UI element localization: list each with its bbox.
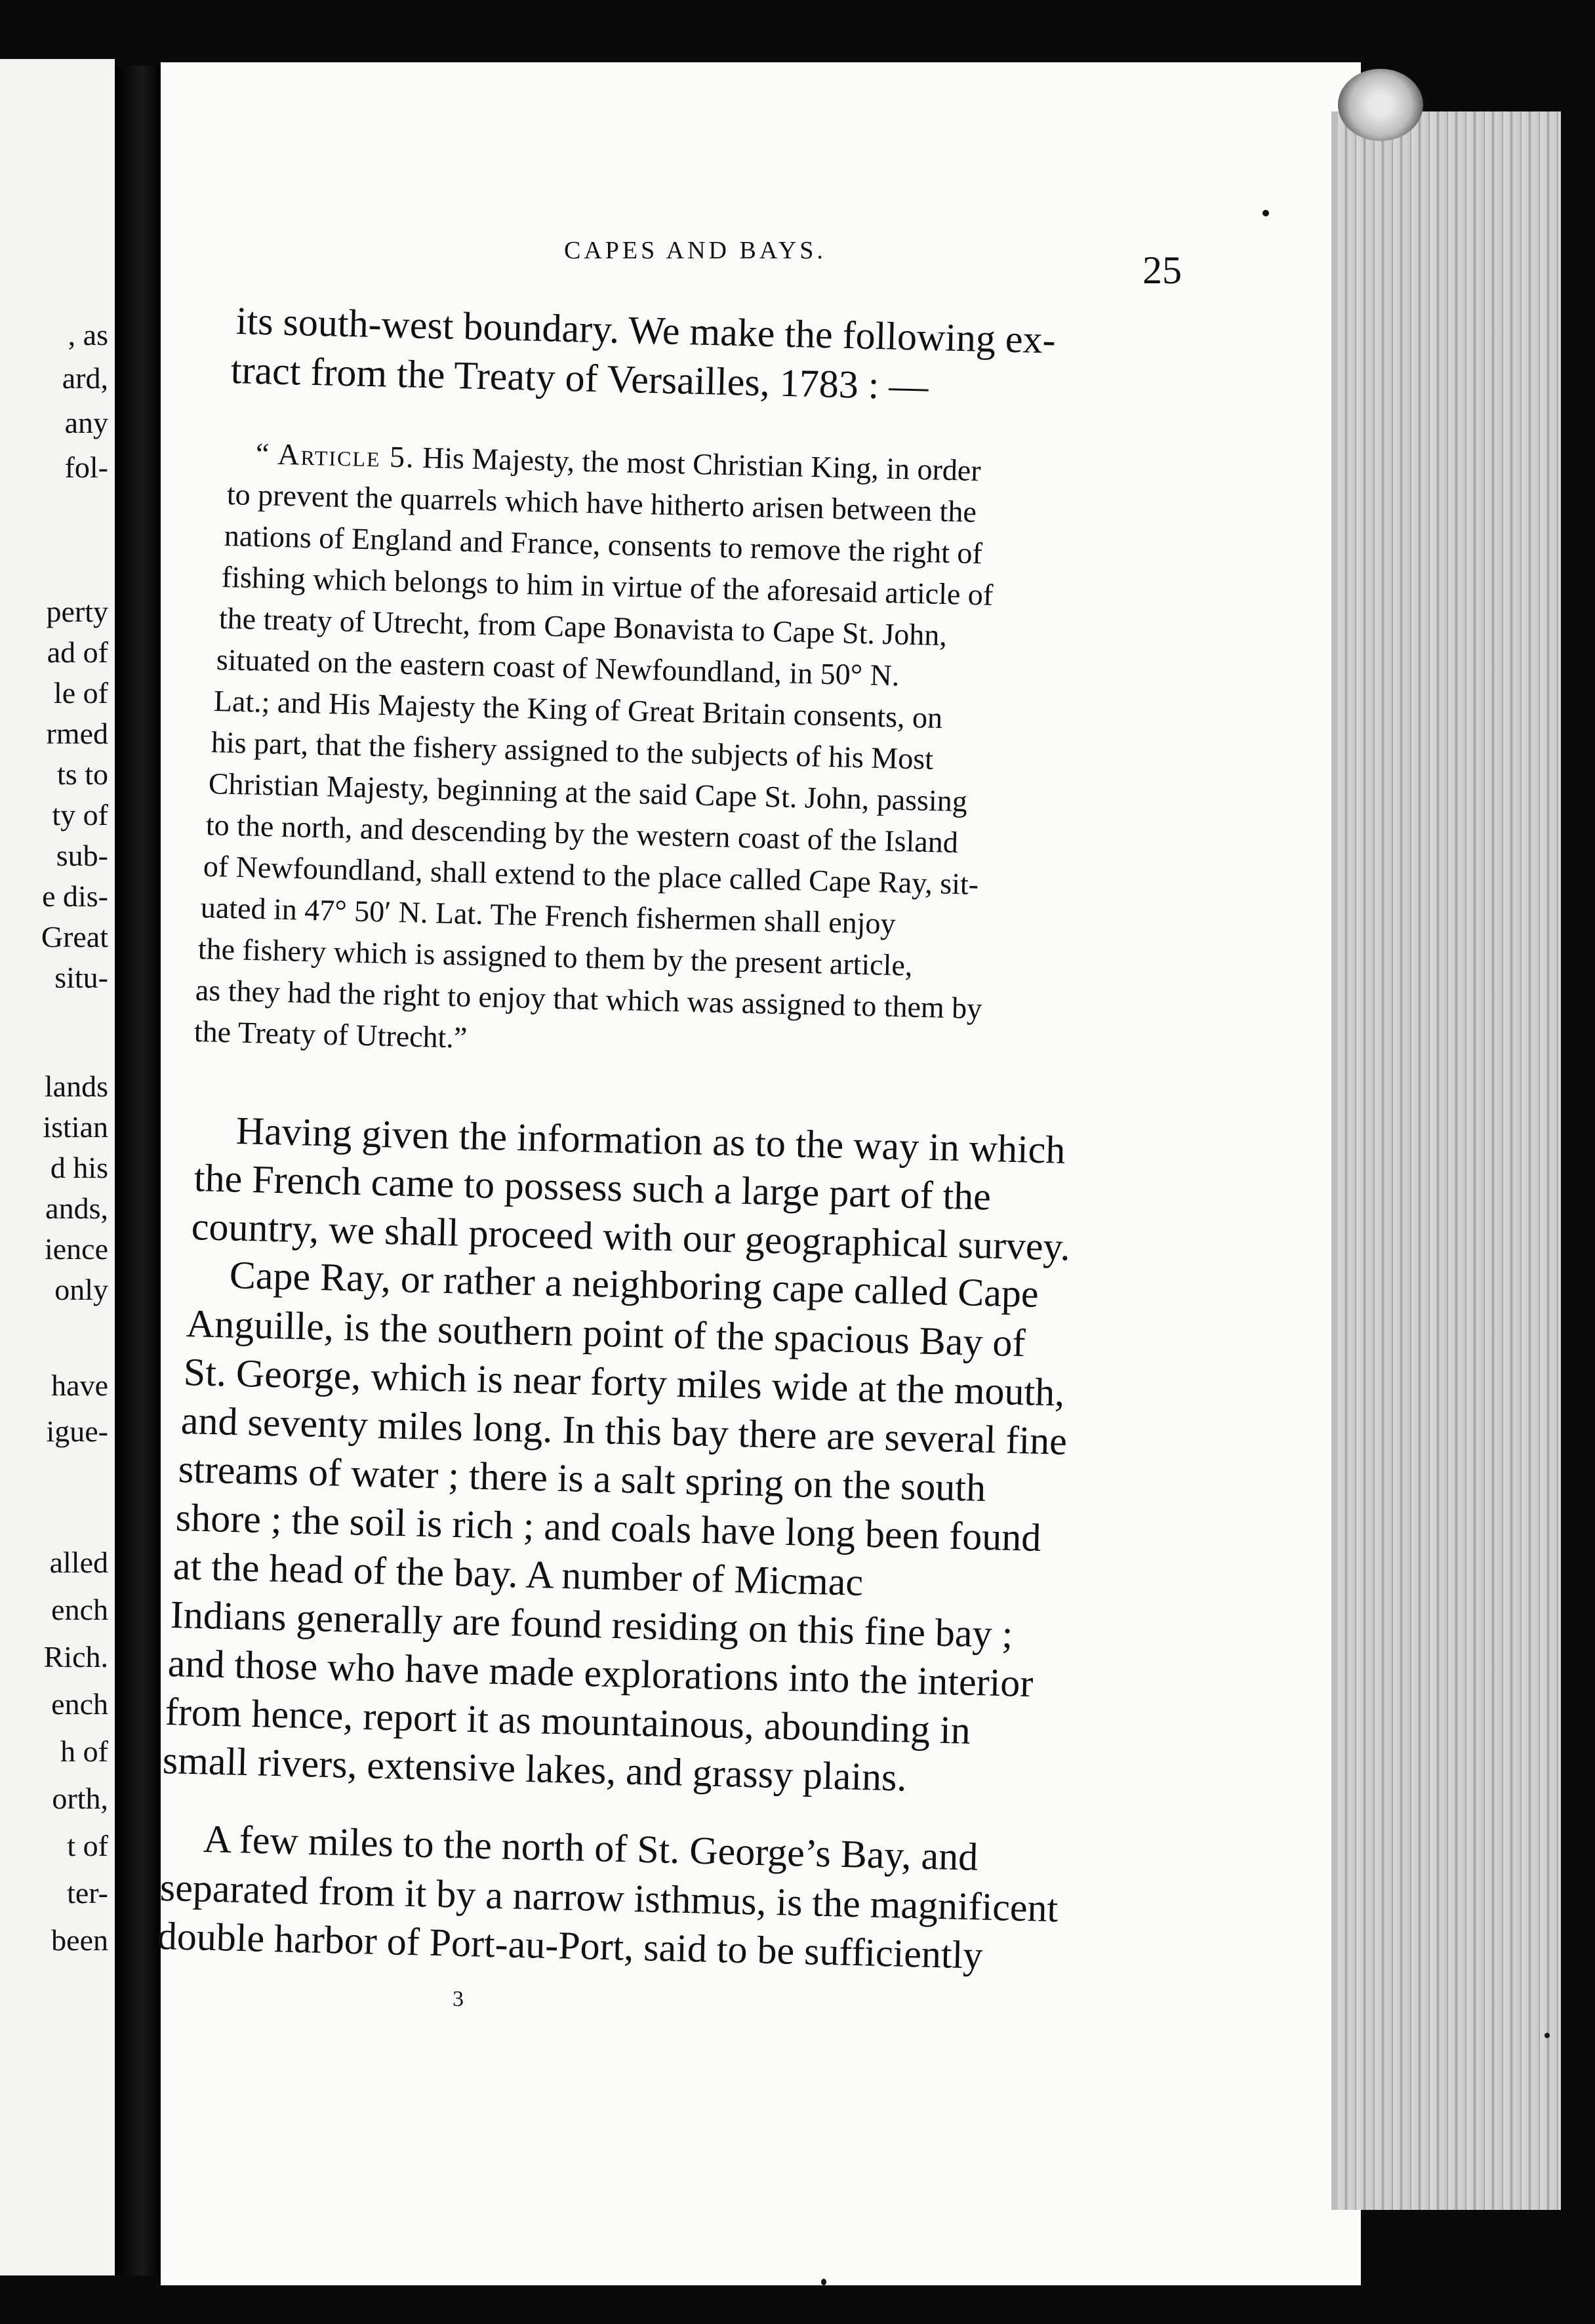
body-line: at the head of the bay. A number of Micmac [172,1544,864,1604]
page-number: 25 [1142,249,1182,292]
body-line: and those who have made explorations into the interior [167,1641,1034,1706]
left-fragment: lands [44,1070,108,1103]
left-fragment: orth, [52,1782,108,1815]
left-fragment: , as [68,318,108,351]
quote-line: the fishery which is assigned to them by the present article, [197,932,913,982]
intro-line: its south-west boundary. We make the following ex- [235,299,1057,362]
article-lead: “ Article 5. [255,437,416,474]
quote-line: the Treaty of Utrecht.” [193,1014,468,1054]
body-line: Anguille, is the southern point of the spacious Bay of [186,1302,1026,1365]
quote-line: fishing which belongs to him in virtue of the aforesaid article of [221,560,994,612]
left-fragment: h of [60,1734,108,1768]
left-fragment: ience [44,1232,108,1266]
left-fragment: ts to [57,757,108,791]
left-fragment: ands, [45,1192,108,1225]
left-fragment: only [54,1273,108,1306]
body-line: A few miles to the north of St. George’s Bay, and [203,1817,979,1879]
body-line: small rivers, extensive lakes, and grassy plains. [162,1738,908,1799]
quote-line: situated on the eastern coast of Newfoundland, in 50° N. [216,643,900,692]
left-fragment: t of [67,1829,108,1862]
left-page [0,59,115,2275]
page-edges [1338,111,1561,2210]
ink-speck [1262,210,1269,216]
body-line: shore ; the soil is rich ; and coals have long been found [175,1496,1042,1560]
quote-line: his part, that the fishery assigned to the subjects of his Most [211,725,934,776]
left-fragment: le of [53,676,108,710]
left-fragment: e dis- [42,879,108,913]
ink-speck [1545,2033,1550,2038]
left-fragment: been [51,1923,108,1957]
left-fragment: fol- [64,451,108,484]
body-line: country, we shall proceed with our geographical survey. [191,1205,1071,1269]
left-fragment: ench [51,1687,108,1721]
quote-line: Lat.; and His Majesty the King of Great Britain consents, on [213,684,943,735]
body-line: Having given the information as to the way in which [235,1109,1066,1172]
signature-mark: 3 [453,1987,464,2011]
quote-line: to prevent the quarrels which have hitherto arisen between the [226,477,977,529]
paper-smudge [1338,69,1423,141]
left-fragment: situ- [54,961,108,994]
body-line: and seventy miles long. In this bay there are several fine [180,1399,1068,1463]
left-fragment: sub- [56,839,108,872]
intro-line: tract from the Treaty of Versailles, 1783 : — [230,348,929,409]
quote-line: of Newfoundland, shall extend to the place called Cape Ray, sit- [203,849,979,901]
body-line: Indians generally are found residing on this fine bay ; [170,1593,1014,1656]
quote-line: nations of England and France, consents to remove the right of [224,519,983,571]
left-fragment: have [51,1369,108,1402]
left-fragment: ty of [52,798,108,831]
book-gutter [115,66,161,2275]
ink-speck [821,2279,826,2285]
left-fragment: ter- [67,1876,108,1910]
left-fragment: ard, [62,361,108,395]
body-line: double harbor of Port-au-Port, said to be sufficiently [157,1914,984,1977]
body-line: St. George, which is near forty miles wide at the mouth, [183,1350,1066,1414]
left-fragment: istian [43,1110,108,1144]
left-fragment: ench [51,1593,108,1626]
left-fragment: Rich. [43,1640,108,1673]
body-line: separated from it by a narrow isthmus, is the magnificent [159,1866,1059,1931]
left-fragment: alled [49,1546,108,1579]
quote-line: as they had the right to enjoy that which was assigned to them by [195,973,982,1026]
body-line: Cape Ray, or rather a neighboring cape called Cape [229,1253,1040,1316]
left-fragment: igue- [46,1414,108,1448]
left-fragment: any [64,406,108,439]
body-line: from hence, report it as mountainous, abounding in [165,1690,971,1752]
quote-line: Christian Majesty, beginning at the said Cape St. John, passing [208,767,968,818]
quote-first-line: His Majesty, the most Christian King, in order [414,440,982,488]
left-fragment: Great [41,920,108,953]
left-fragment: rmed [46,717,108,750]
body-line: streams of water ; there is a salt spring on the south [178,1447,986,1510]
running-header: CAPES AND BAYS. [564,237,826,264]
left-fragment: d his [50,1151,108,1184]
quote-line: to the north, and descending by the western coast of the Island [205,808,959,860]
left-fragment: ad of [47,635,108,669]
body-line: the French came to possess such a large part of the [193,1156,992,1218]
quote-line: the treaty of Utrecht, from Cape Bonavista to Cape St. John, [218,601,948,652]
left-fragment: perty [46,595,108,628]
quote-line: uated in 47° 50′ N. Lat. The French fishermen shall enjoy [200,891,897,940]
